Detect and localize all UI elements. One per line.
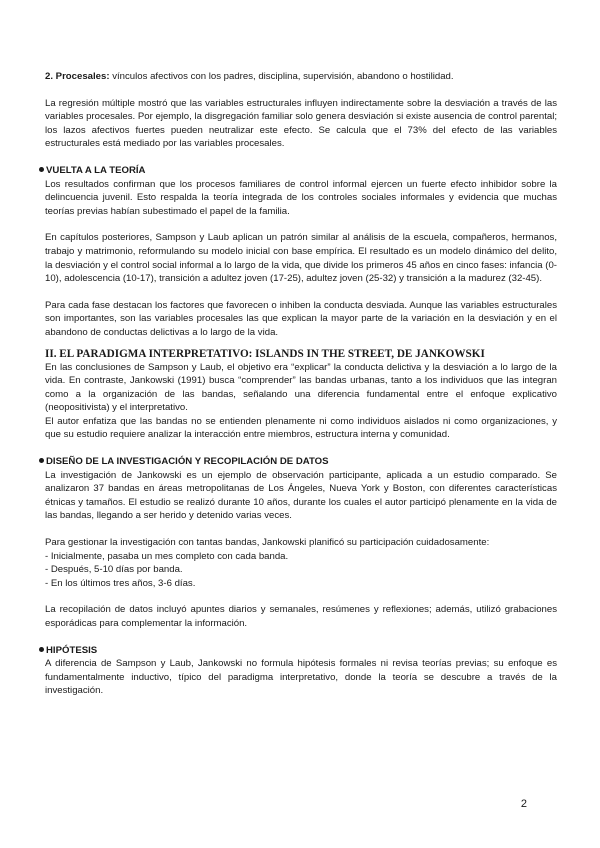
hipotesis-paragraph: A diferencia de Sampson y Laub, Jankowski no formula hipótesis formales ni revisa teorías previas; su enfoque es fundamentalmente inductivo, típico del paradigma interpretativo, donde la teoría se descubre a través de la investigación. [45, 658, 557, 697]
section-heading-text: DISEÑO DE LA INVESTIGACIÓN Y RECOPILACIÓN DE DATOS [46, 456, 329, 468]
procesales-label: 2. Procesales: [45, 71, 110, 82]
section-heading-diseno [39, 455, 551, 469]
capitulos-paragraph: En capítulos posteriores, Sampson y Laub aplican un patrón similar al análisis de la escuela, compañeros, hermanos, trabajo y matrimonio, reformulando su modelo inicial con base empírica. El resultado es un modelo dinámico del delito, la desviación y el control social informal a lo largo de la vida, que divide los primeros 45 años en cinco fases: infancia (0-10), adolescencia (10-17), transición a adultez joven (17-25), adultez joven (25-32) y transición a la madurez (32-45). [45, 232, 557, 285]
regresion-paragraph: La regresión múltiple mostró que las variables estructurales influyen indirectamente sobre la desviación a través de las variables procesales. Por ejemplo, la disgregación familiar solo genera desviación si existe ausencia de control parental; los lazos afectivos fuertes pueden neutralizar este efecto. Se calcula que el 73% del efecto de las variables estructurales está mediado por las variables procesales. [45, 97, 557, 150]
resultados-paragraph: Los resultados confirman que los procesos familiares de control informal ejercen un fuerte efecto inhibidor sobre la delincuencia juvenil. Esto respalda la teoría integrada de los controles sociales informales y evidencia que muchas teorías previas habían subestimado el papel de la familia. [45, 178, 557, 217]
list-item: - Inicialmente, pasaba un mes completo con cada banda. [45, 550, 289, 562]
autor-paragraph: El autor enfatiza que las bandas no se entienden plenamente ni como individuos aislados ni como organizaciones, y que su estudio requiere analizar la interacción entre miembros, estructura interna y comunidad. [45, 415, 557, 441]
section-heading-hipotesis [39, 644, 551, 658]
fases-paragraph: Para cada fase destacan los factores que favorecen o inhiben la conducta desviada. Aunque las variables estructurales son importantes, son las variables procesales las que explican la mayor parte de la variación en la desviación y en el abandono de conductas delictivas a lo largo de la vida. [45, 299, 557, 338]
section-heading-vuelta [39, 164, 551, 178]
investigacion-paragraph: La investigación de Jankowski es un ejemplo de observación participante, aplicada a un estudio comparado. Se analizaron 37 bandas en áreas metropolitanas de Los Ángeles, Nueva York y Boston, con diferentes características étnicas y tamaños. El estudio se realizó durante 10 años, durante los cuales el autor participó plenamente en la vida de las bandas, llegando a ser herido y detenido varias veces. [45, 469, 557, 522]
list-item: - En los últimos tres años, 3-6 días. [45, 577, 196, 589]
list-item: - Después, 5-10 días por banda. [45, 564, 183, 576]
conclusiones-paragraph: En las conclusiones de Sampson y Laub, el objetivo era “explicar” la conducta delictiva y la desviación a lo largo de la vida. En contraste, Jankowski (1991) busca “comprender” las bandas urbanas, tanto a los individuos que las integran como a la organización de las bandas, señalando una diferencia fundamental entre el enfoque explicativo (neopositivista) y el interpretativo. [45, 361, 557, 414]
document-body [45, 70, 557, 698]
gestion-paragraph: Para gestionar la investigación con tantas bandas, Jankowski planificó su participación cuidadosamente: [45, 537, 490, 549]
procesales-paragraph [45, 70, 557, 84]
bullet-icon [39, 167, 44, 172]
procesales-text: vínculos afectivos con los padres, disciplina, supervisión, abandono o hostilidad. [109, 71, 454, 82]
chapter-heading-paradigma: II. EL PARADIGMA INTERPRETATIVO: ISLANDS IN THE STREET, DE JANKOWSKI [45, 347, 485, 360]
bullet-icon [39, 647, 44, 652]
bullet-icon [39, 458, 44, 463]
section-heading-text: VUELTA A LA TEORÍA [46, 164, 146, 176]
recopilacion-paragraph: La recopilación de datos incluyó apuntes diarios y semanales, resúmenes y reflexiones; además, utilizó grabaciones esporádicas para complementar la información. [45, 604, 557, 629]
page-number: 2 [520, 798, 527, 810]
participacion-list [45, 550, 557, 591]
section-heading-text: HIPÓTESIS [46, 644, 98, 656]
